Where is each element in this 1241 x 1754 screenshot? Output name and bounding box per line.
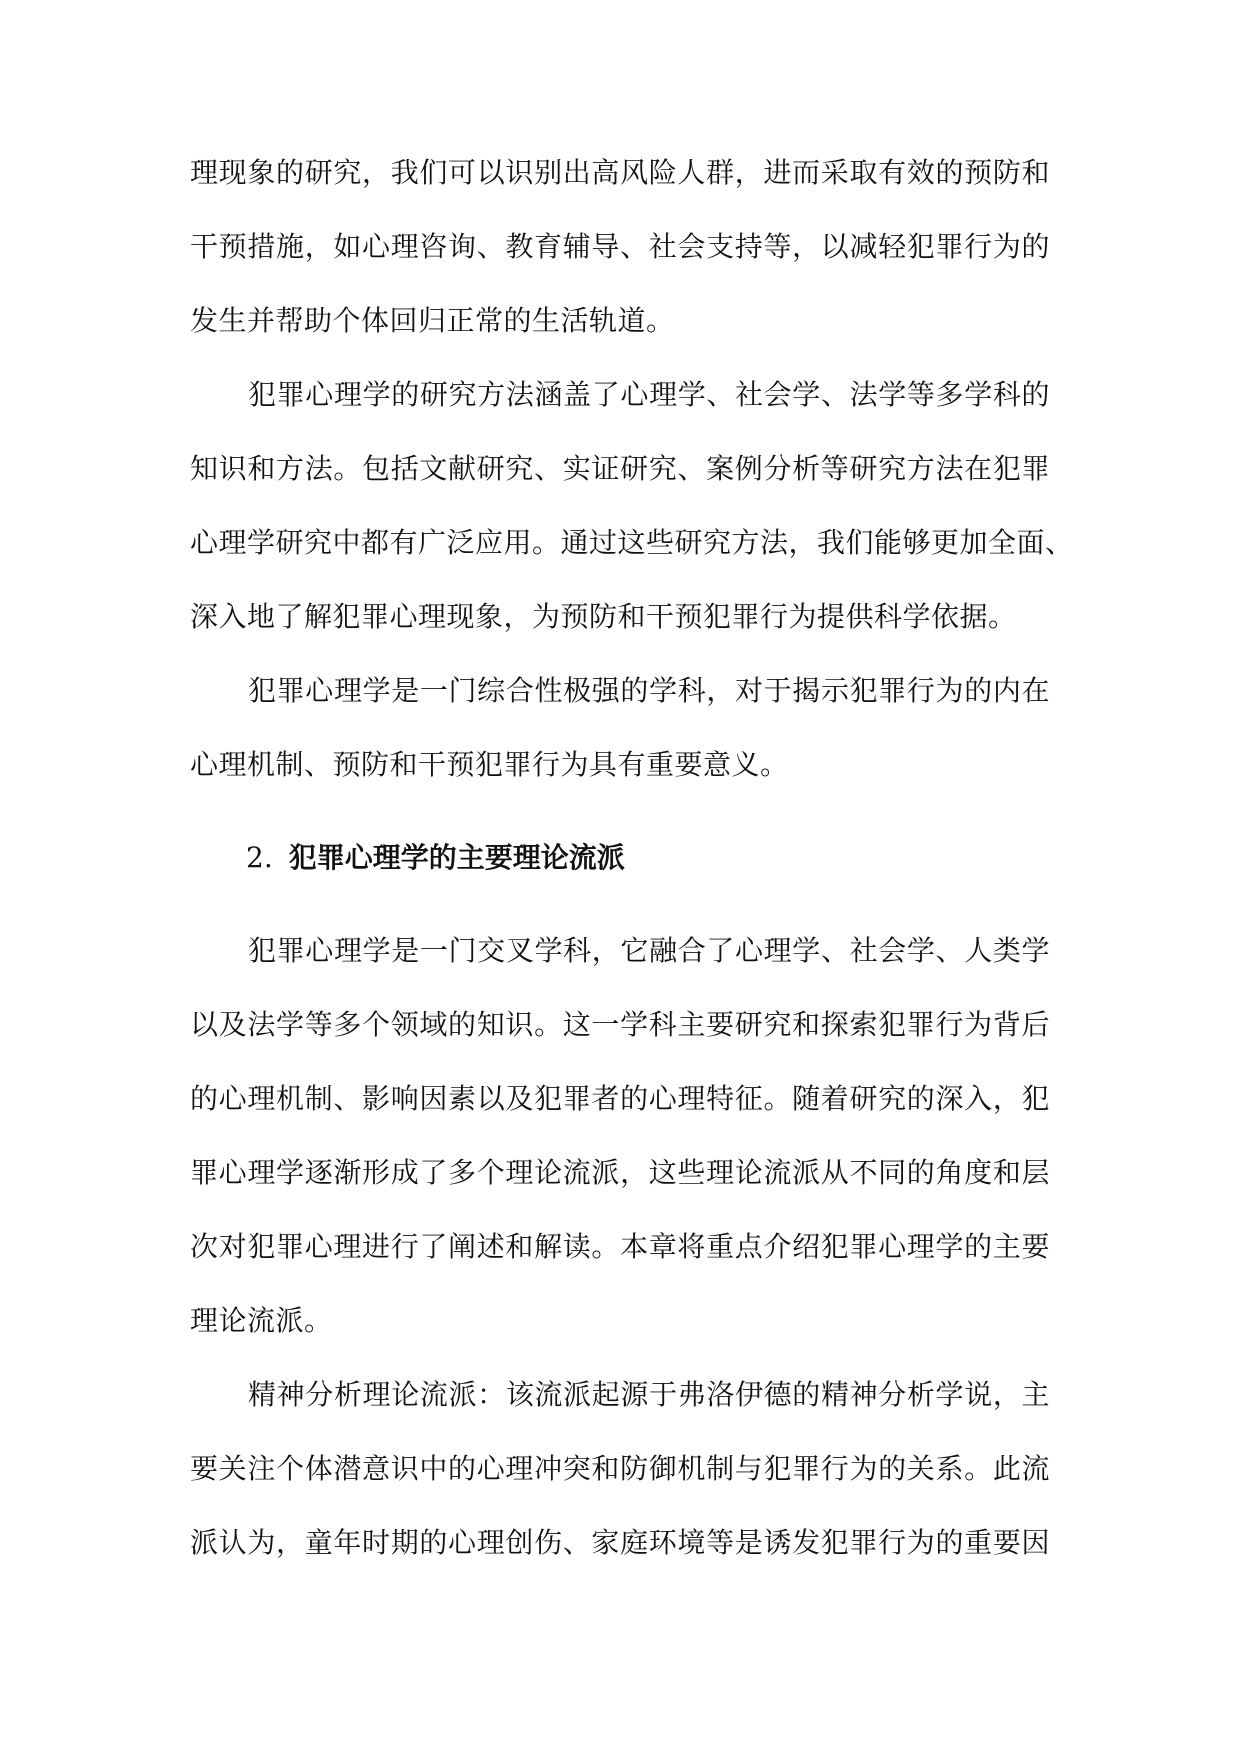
paragraph-3-line-1: 犯罪心理学是一门综合性极强的学科，对于揭示犯罪行为的内在 xyxy=(248,674,1050,707)
paragraph-4-line-1: 犯罪心理学是一门交叉学科，它融合了心理学、社会学、人类学 xyxy=(248,934,1050,967)
paragraph-1-line-2: 干预措施，如心理咨询、教育辅导、社会支持等，以减轻犯罪行为的 xyxy=(190,230,1050,263)
paragraph-4-line-3: 的心理机制、影响因素以及犯罪者的心理特征。随着研究的深入，犯 xyxy=(190,1082,1050,1115)
paragraph-1-line-3: 发生并帮助个体回归正常的生活轨道。 xyxy=(190,304,675,337)
paragraph-5-line-2: 要关注个体潜意识中的心理冲突和防御机制与犯罪行为的关系。此流 xyxy=(190,1452,1050,1485)
paragraph-2-line-3: 心理学研究中都有广泛应用。通过这些研究方法，我们能够更加全面、 xyxy=(190,526,1074,559)
section-title: 犯罪心理学的主要理论流派 xyxy=(288,841,625,874)
paragraph-1-line-1: 理现象的研究，我们可以识别出高风险人群，进而采取有效的预防和 xyxy=(190,156,1050,189)
section-heading xyxy=(246,838,625,878)
section-number: 2. xyxy=(246,841,273,874)
paragraph-4-line-2: 以及法学等多个领域的知识。这一学科主要研究和探索犯罪行为背后 xyxy=(190,1008,1050,1041)
paragraph-2-line-1: 犯罪心理学的研究方法涵盖了心理学、社会学、法学等多学科的 xyxy=(248,378,1050,411)
paragraph-2-line-4: 深入地了解犯罪心理现象，为预防和干预犯罪行为提供科学依据。 xyxy=(190,600,1017,633)
paragraph-2-line-2: 知识和方法。包括文献研究、实证研究、案例分析等研究方法在犯罪 xyxy=(190,452,1050,485)
paragraph-4-line-6: 理论流派。 xyxy=(190,1304,333,1337)
paragraph-5-line-3: 派认为，童年时期的心理创伤、家庭环境等是诱发犯罪行为的重要因 xyxy=(190,1526,1050,1559)
paragraph-3-line-2: 心理机制、预防和干预犯罪行为具有重要意义。 xyxy=(190,748,789,781)
paragraph-5-line-1: 精神分析理论流派：该流派起源于弗洛伊德的精神分析学说，主 xyxy=(248,1378,1050,1411)
paragraph-4-line-4: 罪心理学逐渐形成了多个理论流派，这些理论流派从不同的角度和层 xyxy=(190,1156,1050,1189)
paragraph-4-line-5: 次对犯罪心理进行了阐述和解读。本章将重点介绍犯罪心理学的主要 xyxy=(190,1230,1050,1263)
